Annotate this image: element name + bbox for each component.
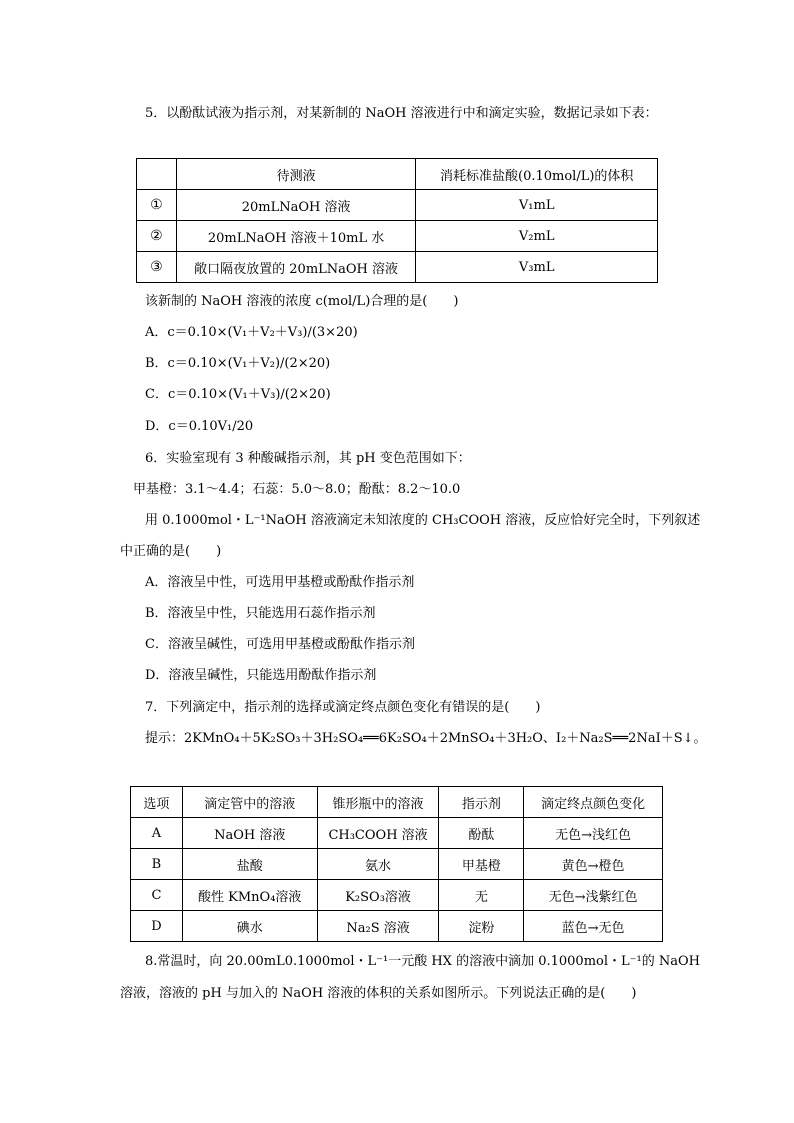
table-row	[131, 880, 663, 911]
table-cell: D	[131, 911, 183, 942]
table-row	[131, 849, 663, 880]
table-row	[137, 221, 658, 252]
table-cell: A	[131, 818, 183, 849]
q5-stem: 5．以酚酞试液为指示剂，对某新制的 NaOH 溶液进行中和滴定实验，数据记录如下表：	[145, 106, 658, 121]
table-cell: 黄色→橙色	[524, 849, 663, 880]
table-cell: 无	[439, 880, 524, 911]
table-cell: 无色→浅红色	[524, 818, 663, 849]
header-cell: 待测液	[176, 159, 416, 190]
table-row	[137, 190, 658, 221]
table-cell: Na₂S 溶液	[317, 911, 439, 942]
q6-ranges: 甲基橙：3.1～4.4；石蕊：5.0～8.0；酚酞：8.2～10.0	[133, 482, 461, 497]
table-row	[137, 252, 658, 283]
table-row	[131, 818, 663, 849]
q6-desc-line-1: 用 0.1000mol・L⁻¹NaOH 溶液滴定未知浓度的 CH₃COOH 溶液，反应恰好完全时，下列叙述	[145, 513, 701, 528]
header-cell: 滴定管中的溶液	[182, 787, 317, 818]
q5-question: 该新制的 NaOH 溶液的浓度 c(mol/L)合理的是( )	[145, 294, 459, 309]
table-cell: ③	[137, 252, 177, 283]
header-cell: 锥形瓶中的溶液	[317, 787, 439, 818]
q8-line-2: 溶液，溶液的 pH 与加入的 NaOH 溶液的体积的关系如图所示。下列说法正确的是( )	[120, 986, 637, 1001]
header-cell	[137, 159, 177, 190]
table-cell: 蓝色→无色	[524, 911, 663, 942]
table-cell: C	[131, 880, 183, 911]
q8-line-1: 8.常温时，向 20.00mL0.1000mol・L⁻¹一元酸 HX 的溶液中滴加 0.1000mol・L⁻¹的 NaOH	[145, 954, 700, 969]
q7-stem: 7．下列滴定中，指示剂的选择或滴定终点颜色变化有错误的是( )	[145, 700, 541, 715]
table-cell: 酚酞	[439, 818, 524, 849]
option-d: D．c＝0.10V₁/20	[145, 419, 254, 434]
table-cell: 淀粉	[439, 911, 524, 942]
option-c: C．c＝0.10×(V₁＋V₃)/(2×20)	[145, 387, 331, 402]
header-cell: 消耗标准盐酸(0.10mol/L)的体积	[416, 159, 658, 190]
table-cell: ②	[137, 221, 177, 252]
q7-table	[130, 786, 663, 942]
table-cell: 无色→浅紫红色	[524, 880, 663, 911]
option-b: B．溶液呈中性，只能选用石蕊作指示剂	[145, 606, 376, 621]
table-cell: 敞口隔夜放置的 20mLNaOH 溶液	[176, 252, 416, 283]
table-cell: 20mLNaOH 溶液＋10mL 水	[176, 221, 416, 252]
table-header-row	[137, 159, 658, 190]
table-cell: 20mLNaOH 溶液	[176, 190, 416, 221]
option-c: C．溶液呈碱性，可选用甲基橙或酚酞作指示剂	[145, 637, 415, 652]
table-cell: K₂SO₃溶液	[317, 880, 439, 911]
table-cell: 酸性 KMnO₄溶液	[182, 880, 317, 911]
option-d: D．溶液呈碱性，只能选用酚酞作指示剂	[145, 668, 377, 683]
table-cell: 氨水	[317, 849, 439, 880]
option-a: A．c＝0.10×(V₁＋V₂＋V₃)/(3×20)	[145, 325, 358, 340]
table-cell: V₃mL	[416, 252, 658, 283]
q5-table	[136, 158, 658, 283]
option-a: A．溶液呈中性，可选用甲基橙或酚酞作指示剂	[145, 575, 415, 590]
header-cell: 滴定终点颜色变化	[524, 787, 663, 818]
table-cell: 甲基橙	[439, 849, 524, 880]
table-row	[131, 911, 663, 942]
table-cell: ①	[137, 190, 177, 221]
q7-hint: 提示：2KMnO₄＋5K₂SO₃＋3H₂SO₄══6K₂SO₄＋2MnSO₄＋3H₂O、I₂＋Na₂S══2NaI＋S↓。	[145, 731, 707, 746]
option-b: B．c＝0.10×(V₁＋V₂)/(2×20)	[145, 356, 331, 371]
table-cell: NaOH 溶液	[182, 818, 317, 849]
header-cell: 指示剂	[439, 787, 524, 818]
table-cell: CH₃COOH 溶液	[317, 818, 439, 849]
table-cell: B	[131, 849, 183, 880]
header-cell: 选项	[131, 787, 183, 818]
q6-stem: 6．实验室现有 3 种酸碱指示剂，其 pH 变色范围如下：	[145, 451, 471, 466]
table-cell: V₁mL	[416, 190, 658, 221]
table-header-row	[131, 787, 663, 818]
q6-desc-line-2: 中正确的是( )	[120, 544, 222, 559]
table-cell: 盐酸	[182, 849, 317, 880]
table-cell: V₂mL	[416, 221, 658, 252]
table-cell: 碘水	[182, 911, 317, 942]
